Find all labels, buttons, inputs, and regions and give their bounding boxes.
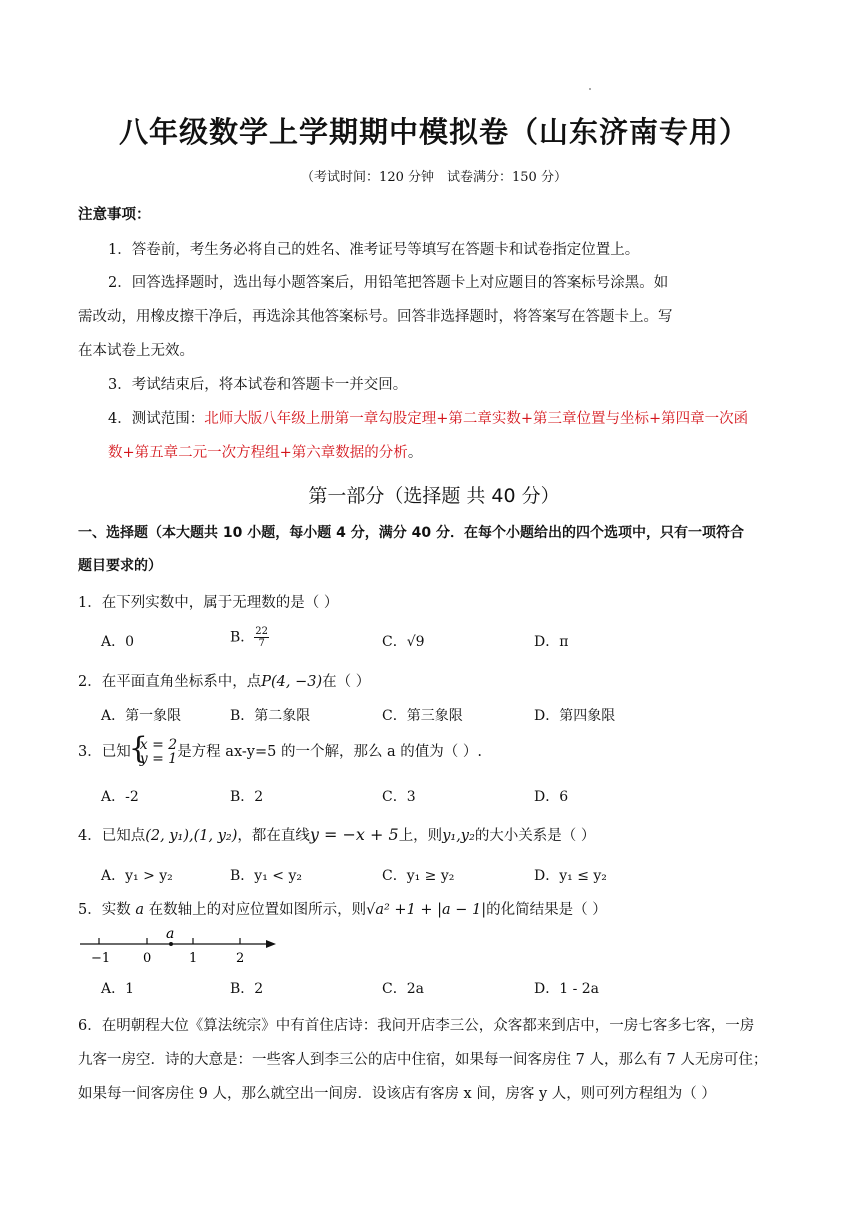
q3-option-a: A．-2: [101, 789, 139, 805]
axis-label-1: 1: [189, 951, 198, 966]
page-title: 八年级数学上学期期中模拟卷（山东济南专用）: [118, 115, 749, 149]
fraction-numerator: 22: [255, 626, 269, 637]
q4-points: (2, y₁),(1, y₂): [145, 828, 238, 844]
q5-option-b: B．2: [230, 981, 264, 997]
q5-stem-mid: 在数轴上的对应位置如图所示，则: [144, 902, 367, 918]
exam-info: （考试时间：120 分钟 试卷满分：150 分）: [301, 170, 567, 185]
q2-option-c: C．第三象限: [382, 708, 463, 724]
notice-item-4-suffix: 。: [407, 445, 423, 461]
arrow-head-icon: [266, 940, 276, 948]
q4-option-c: C．y₁ ≥ y₂: [382, 868, 455, 884]
notice-item-1: 1．答卷前，考生务必将自己的姓名、准考证号等填写在答题卡和试卷指定位置上。: [108, 242, 640, 258]
q3-stem-pre: 3．已知: [78, 744, 131, 760]
axis-label-0: 0: [143, 951, 152, 966]
q2-point: P(4, −3): [261, 674, 323, 690]
q5-option-d: D．1 - 2a: [534, 981, 600, 997]
q3-stem-post: 是方程 ax-y=5 的一个解，那么 a 的值为（ ）.: [177, 744, 483, 760]
q2-stem-post: 在（ ）: [322, 674, 371, 690]
q3-option-d: D．6: [534, 789, 569, 805]
q5-option-a: A．1: [101, 981, 135, 997]
q2-stem-pre: 2．在平面直角坐标系中，点: [78, 674, 262, 690]
question-4-stem: [78, 824, 595, 845]
notice-item-4-prefix: 4．测试范围：: [108, 411, 205, 427]
q4-stem-mid: ，都在直线: [237, 828, 310, 844]
fraction-22-7: [254, 626, 269, 649]
part1-intro-line-2: 题目要求的）: [78, 558, 162, 574]
test-scope: 北师大版八年级上册第一章勾股定理+第二章实数+第三章位置与坐标+第四章一次函: [204, 411, 749, 427]
section-title: 第一部分（选择题 共 40 分）: [308, 485, 560, 507]
notice-item-4-line-1: [108, 409, 748, 429]
axis-label-neg1: −1: [91, 951, 111, 966]
q1-option-c: [382, 631, 425, 651]
question-6-line-2: 九客一房空．诗的大意是：一些客人到李三公的店中住宿，如果每一间客房住 7 人，那么有 7 人无房可住；: [78, 1052, 768, 1068]
test-scope-cont: 数+第五章二元一次方程组+第六章数据的分析: [108, 445, 408, 461]
notice-item-3: 3．考试结束后，将本试卷和答题卡一并交回。: [108, 377, 408, 393]
question-2-stem: [78, 670, 370, 691]
q1-option-a: A．0: [101, 634, 135, 650]
question-6-line-1: 6．在明朝程大位《算法统宗》中有首住店诗：我问开店李三公，众客都来到店中，一房七客多七客，一房: [78, 1018, 755, 1034]
q5-stem-post: 的化简结果是（ ）: [486, 902, 607, 918]
point-a-label: a: [166, 926, 175, 942]
q3-option-c: C．3: [382, 789, 416, 805]
q2-option-a: A．第一象限: [101, 708, 182, 724]
question-3-stem: [78, 738, 482, 766]
question-5-stem: [78, 898, 607, 919]
number-line-figure: [78, 924, 288, 966]
point-a-marker: [169, 942, 173, 946]
q2-option-b: B．第二象限: [230, 708, 311, 724]
q4-vars: y₁,y₂: [442, 828, 475, 844]
notice-item-2-line-3: 在本试卷上无效。: [78, 343, 194, 359]
q4-option-a: A．y₁ > y₂: [101, 868, 173, 884]
part1-intro-line-1: 一、选择题（本大题共 10 小题，每小题 4 分，满分 40 分．在每个小题给出的四个选项中，只有一项符合: [78, 525, 744, 541]
notice-heading: 注意事项：: [78, 207, 151, 223]
question-6-line-3: 如果每一间客房住 9 人，那么就空出一间房．设该店有客房 x 间，房客 y 人，则可列方程组为（ ）: [78, 1086, 716, 1102]
equation-2: y = 1: [139, 751, 178, 767]
notice-item-4-line-2: [108, 443, 422, 463]
q5-expression: √a² +1 + |a − 1|: [366, 902, 487, 918]
q5-stem-pre: 5．实数: [78, 902, 136, 918]
scan-speck: [589, 88, 591, 90]
q4-option-d: D．y₁ ≤ y₂: [534, 868, 607, 884]
q5-var: a: [135, 902, 144, 918]
fraction-denominator: 7: [258, 638, 265, 649]
q4-stem-pre: 4．已知点: [78, 828, 146, 844]
q4-stem-mid2: 上，则: [398, 828, 443, 844]
q1-option-b-label: B．: [230, 629, 255, 646]
equation-1: { x = 2: [139, 737, 178, 753]
q4-option-b: B．y₁ < y₂: [230, 868, 302, 884]
q1-option-d: D．π: [534, 634, 569, 650]
equation-system: [131, 738, 177, 766]
notice-item-2-line-1: 2．回答选择题时，选出每小题答案后，用铅笔把答题卡上对应题目的答案标号涂黑。如: [108, 275, 669, 291]
q4-line: y = −x + 5: [309, 825, 399, 844]
q1-option-b: [230, 626, 269, 649]
question-1-stem: 1．在下列实数中，属于无理数的是（ ）: [78, 595, 339, 611]
notice-item-2-line-2: 需改动，用橡皮擦干净后，再选涂其他答案标号。回答非选择题时，将答案写在答题卡上。写: [78, 309, 673, 325]
q1-option-c-value: √9: [406, 634, 425, 650]
q2-option-d: D．第四象限: [534, 708, 616, 724]
q1-option-c-label: C．: [382, 634, 407, 650]
q4-stem-post: 的大小关系是（ ）: [474, 828, 596, 844]
axis-label-2: 2: [236, 951, 245, 966]
q3-option-b: B．2: [230, 789, 264, 805]
q5-option-c: C．2a: [382, 981, 424, 997]
